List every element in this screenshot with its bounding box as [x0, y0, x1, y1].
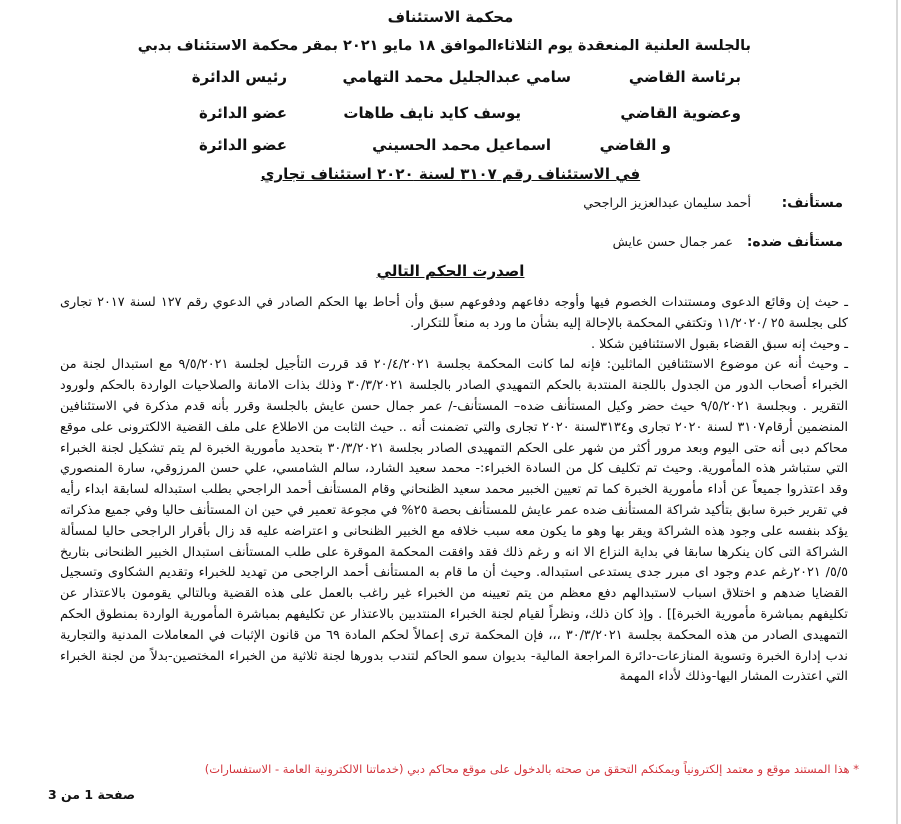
appellant-name: أحمد سليمان عبدالعزيز الراجحي [583, 195, 751, 210]
panel-title-member1: عضو الدائرة [198, 104, 287, 122]
panel-role-member1: وعضوية القاضي [620, 104, 741, 122]
panel-name-member1: يوسف كايد نايف طاهات [343, 104, 521, 122]
panel-title-chair: رئيس الدائرة [191, 68, 287, 86]
page-number: صفحة 1 من 3 [48, 787, 136, 802]
panel-role-chair: برئاسة القاضي [628, 68, 741, 86]
court-name: محكمة الاستئناف [387, 8, 514, 26]
panel-name-chair: سامي عبدالجليل محمد التهامي [342, 68, 571, 86]
panel-title-member2: عضو الدائرة [198, 136, 287, 154]
panel-role-member2: و القاضي [599, 136, 671, 154]
panel-name-member2: اسماعيل محمد الحسيني [372, 136, 551, 154]
judgment-body [60, 293, 848, 688]
judgment-heading: اصدرت الحكم التالي [376, 262, 525, 280]
e-signature-note: * هذا المستند موقع و معتمد إلكترونياً ويمكنكم التحقق من صحته بالدخول على موقع محاكم دبي (خدماتنا الالكترونية العامة - الاستفسارات) [204, 762, 859, 776]
body-paragraph: ـ وحيث إنه سبق القضاء بقبول الاستئنافين شكلا . [590, 336, 848, 352]
body-paragraph: ـ حيث إن وقائع الدعوى ومستندات الخصوم فيها وأوجه دفاعهم ودفوعهم سبق وأن أحاط بها الحكم الصادر في الدعوي رقم ١٢٧ لسنة ٢٠١٧ تجارى كلى بجلسة ٢٥ /١١/٢٠٢٠ وتكتفي المحكمة بالإحالة إليه بشأن ما ورد به منعاً للتكرار. [60, 295, 848, 331]
respondent-label: مستأنف ضده: [746, 234, 843, 250]
appellant-label: مستأنف: [781, 195, 843, 211]
body-paragraph: ـ وحيث أنه عن موضوع الاستئنافين الماثلين: فإنه لما كانت المحكمة بجلسة ٢٠/٤/٢٠٢١ قد قررت التأجيل لجلسة ٩/٥/٢٠٢١ مع استبدال لجنة من الخبراء أصحاب الدور من الجدول باللجنة المنتدبة بالحكم التمهيدي الصادر بالجلسة ٣٠/٣/٢٠٢١ وذلك بذات الامانة والصلاحيات الواردة بالحكم ولورود التقرير . وبجلسة ٩/٥/٢٠٢١ حيث حضر وكيل المستأنف ضده– المستأنف-/ عمر جمال حسن عايش بالجلسة وقرر بأنه قدم مذكرة في الاستئنافين المنضمين أرقام٣١٠٧ لسنة ٢٠٢٠ تجارى و٣١٣٤لسنة ٢٠٢٠ تجارى والتي تضمنت أنه .. حيث الثابت من الاطلاع على ملف القضية الالكترونى على موقع محاكم دبى أنه حتى اليوم وبعد مرور أكثر من شهر على الحكم التمهيدى الصادر بجلسة ٣٠/٣/٢٠٢١ بتحديد مأمورية الخبرة لم يتم تشكيل لجنة الخبراء التي ستباشر هذه المأمورية. وحيث تم تكليف كل من السادة الخبراء:- محمد سعيد الشارد، سالم الشامسي، علي حسن المرزوقي، سارة المنصوري وقد اعتذروا جميعاً عن أداء مأمورية الخبرة كما تم تعيين الخبير محمد سعيد الظنحاني وقام المستأنف أحمد الراجحي بطلب استبداله لسابقة ابداء رأيه في تقرير خبرة سابق بتأكيد شراكة المستأنف ضده عمر عايش للمستأنف بحصة ٢٥% في مجوعة تعمير في حين ان المستأنف حاليا وفي جميع مذكراته يؤكد بنفسه على وجود هذه الشراكة ويقر بها وهو ما يكون معه سبب خلافه مع الخبير الظنحانى و اعتراضه عليه قد زال بأقرار الراجحى حاليا لمسألة الشراكة التى كان ينكرها سابقا في بداية النزاع الا انه و رغم ذلك فقد وافقت المحكمة الموقرة على طلب المستأنف استبدال الخبير الظنحانى بتاريخ ٥/٥/ ٢٠٢١رغم عدم وجود اى مبرر جدى يستدعى استبداله. وحيث أن ما قام به المستأنف أحمد الراجحى من تهديد للخبراء وتقديم الشكاوى وتسجيل القضايا ضدهم و اختلاق اسباب لاستبدالهم دفع معظم من يتم تعيينه من الخبراء غير راغب بالعمل على هذه القضية وبالتالي يقومون بالاعتذار عن تكليفهم بمباشرة مأمورية الخبرة‎]] . وإذ كان ذلك، ونظراً لقيام لجنة الخبراء المنتدبين بالاعتذار عن تكليفهم بمباشرة المأمورية الواردة بمنطوق الحكم التمهيدى الصادر من هذه المحكمة بجلسة ٣٠/٣/٢٠٢١ ،،، فإن المحكمة ترى إعمالاً لحكم المادة ٦٩ من قانون الإثبات في المعاملات المدنية والتجارية ندب إدارة الخبرة وتسوية المنازعات-دائرة المراجعة المالية- بديوان سمو الحاكم لتندب بدورها لجنة ثلاثية من الخبراء المختصين-بدلاً من لجنة الخبراء التي اعتذرت المشار اليها-وذلك لأداء المهمة [60, 357, 848, 685]
respondent-name: عمر جمال حسن عايش [612, 234, 733, 249]
session-line: بالجلسة العلنية المنعقدة يوم الثلاثاءالموافق ١٨ مايو ٢٠٢١ بمقر محكمة الاستئناف بدبي [137, 38, 751, 54]
case-number-line: في الاستئناف رقم ٣١٠٧ لسنة ٢٠٢٠ استئناف تجاري [260, 165, 641, 183]
page-edge-divider [896, 0, 898, 824]
